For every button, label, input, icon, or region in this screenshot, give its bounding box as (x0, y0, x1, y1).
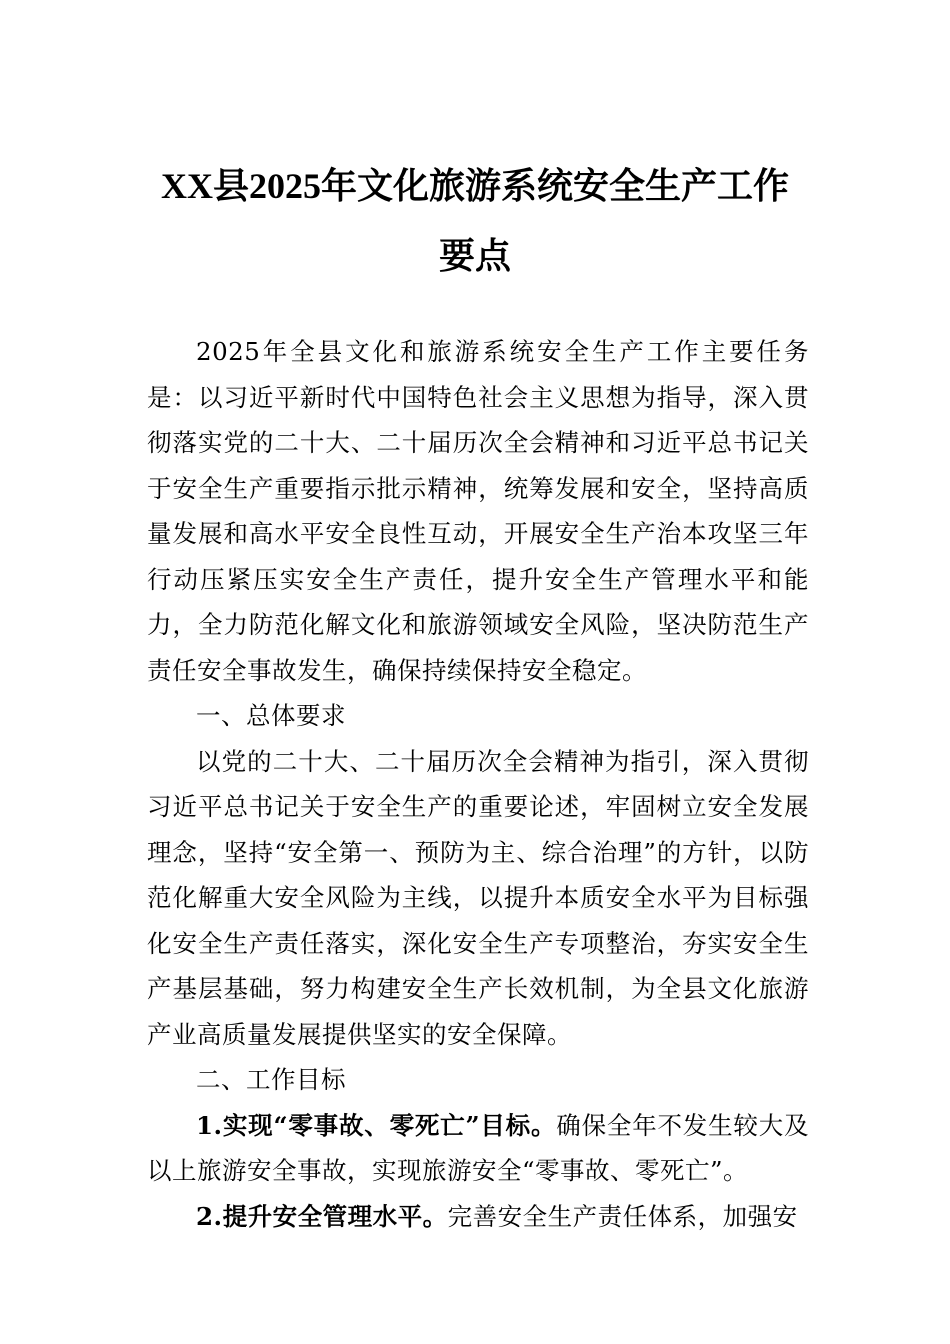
goal-item-1-text: 确保全年不发生较大及以上旅游安全事故，实现旅游安全“零事故、零死亡”。 (147, 1110, 810, 1185)
overall-requirements-paragraph: 以党的二十大、二十届历次全会精神为指引，深入贯彻习近平总书记关于安全生产的重要论述，牢固树立安全发展理念，坚持“安全第一、预防为主、综合治理”的方针，以防范化解重大安全风险为主线，以提升本质安全水平为目标强化安全生产责任落实，深化安全生产专项整治，夯实安全生产基层基础，努力构建安全生产长效机制，为全县文化旅游产业高质量发展提供坚实的安全保障。 (147, 746, 809, 1049)
goal-item-2-text: 完善安全生产责任体系，加强安 (447, 1201, 798, 1231)
goal-item-1-lead: 1.实现“零事故、零死亡”目标。 (196, 1110, 557, 1140)
document-title-line-2: 要点 (438, 236, 511, 276)
section-heading-work-goals: 二、工作目标 (196, 1065, 346, 1094)
goal-item-2 (147, 1194, 809, 1240)
document-title-line-1: XX县2025年文化旅游系统安全生产工作 (161, 166, 789, 206)
intro-paragraph: 2025年全县文化和旅游系统安全生产工作主要任务是：以习近平新时代中国特色社会主义思想为指导，深入贯彻落实党的二十大、二十届历次全会精神和习近平总书记关于安全生产重要指示批示精神，统筹发展和安全，坚持高质量发展和高水平安全良性互动，开展安全生产治本攻坚三年行动压紧压实安全生产责任，提升安全生产管理水平和能力，全力防范化解文化和旅游领域安全风险，坚决防范生产责任安全事故发生，确保持续保持安全稳定。 (147, 337, 809, 685)
goal-item-1 (147, 1103, 809, 1194)
section-heading-overall-requirements: 一、总体要求 (196, 701, 346, 730)
goal-item-2-lead: 2.提升安全管理水平。 (196, 1201, 448, 1231)
document-body (147, 329, 809, 1239)
